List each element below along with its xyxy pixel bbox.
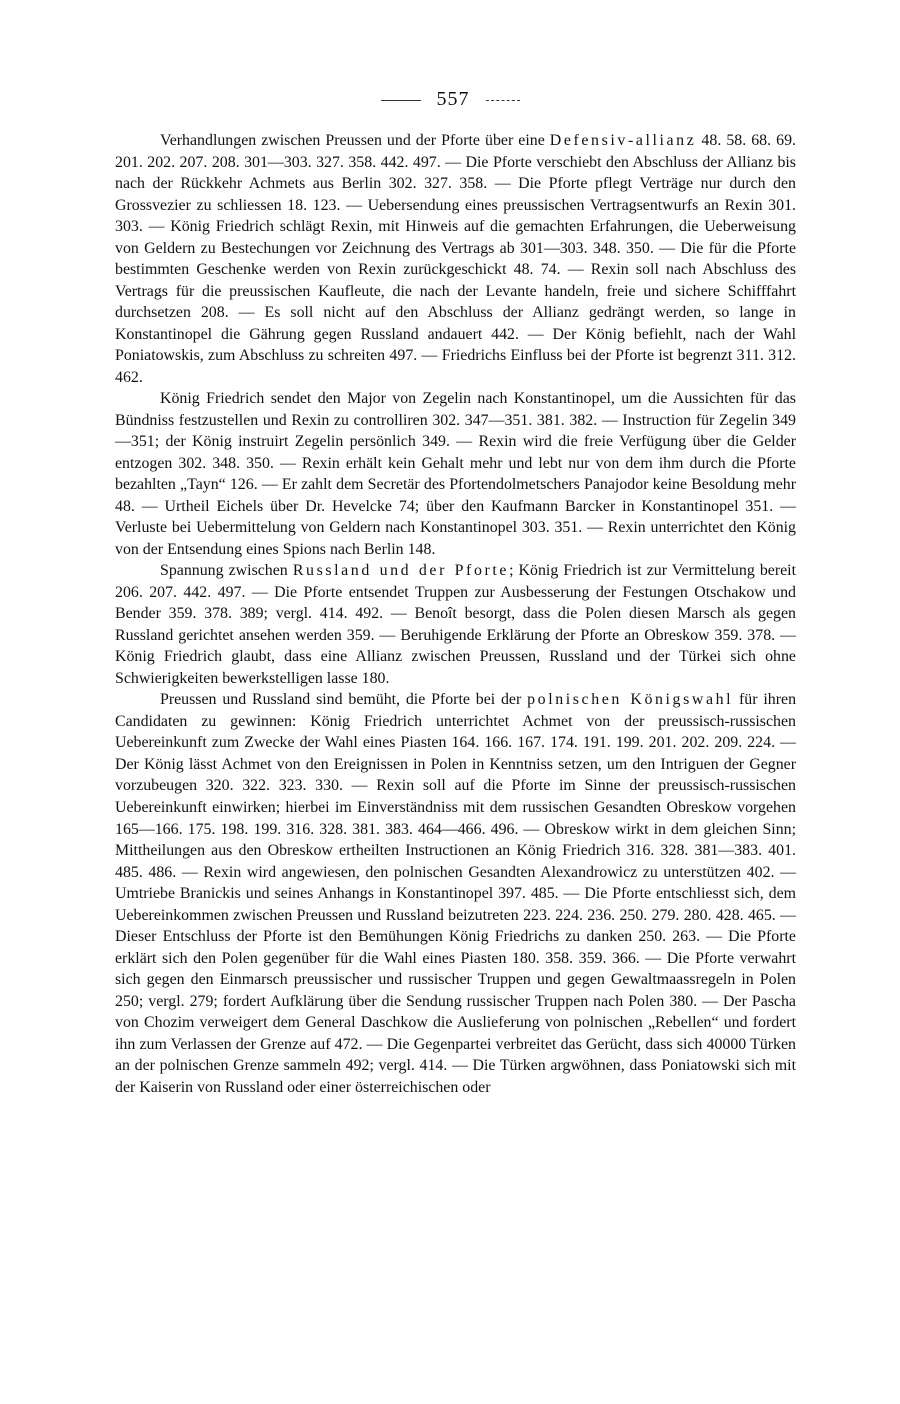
spaced-keyword: Russland und der Pforte	[292, 562, 510, 580]
spaced-keyword: polnischen Königswahl	[527, 691, 734, 709]
text-segment: für ihren Candidaten zu gewinnen: König Friedrich unterrichtet Achmet von der preussisch-russischen Uebereinkunft zum Zwecke der Wahl eines Piasten 164. 166. 167. 174. 191. 199. 201. 202. 209. 224. — Der König lässt Achmet von den Ereignissen in Polen in Kenntniss setzen, um den Intriguen der Gegner vorzubeugen 320. 322. 323. 330. — Rexin soll auf die Pforte im Sinne der preussisch-russischen Uebereinkunft einwirken; hierbei im Einverständniss mit dem russischen Gesandten Obreskow vorgehen 165—166. 175. 198. 199. 316. 328. 381. 383. 464—466. 496. — Obreskow wirkt in dem gleichen Sinn; Mittheilungen aus den Obreskow ertheilten Instructionen an König Friedrich 316. 328. 381—383. 401. 485. 486. — Rexin wird angewiesen, den polnischen Gesandten Alexandrowicz zu unterstützen 402. — Umtriebe Branickis und seines Anhangs in Konstantinopel 397. 485. — Die Pforte entschliesst sich, dem Uebereinkommen zwischen Preussen und Russland beizutreten 223. 224. 236. 250. 279. 280. 428. 465. — Dieser Entschluss der Pforte ist den Bemühungen König Friedrichs zu danken 250. 263. — Die Pforte erklärt sich den Polen gegenüber für die Wahl eines Piasten 180. 358. 359. 366. — Die Pforte verwahrt sich gegen den Einmarsch preussischer und russischer Truppen und gegen Gewaltmaassregeln in Polen 250; vergl. 279; fordert Aufklärung über die Sendung russischer Truppen nach Polen 380. — Der Pascha von Chozim verweigert dem General Daschkow die Auslieferung von polnischen „Rebellen“ und fordert ihn zum Verlassen der Grenze auf 472. — Die Gegenpartei verbreitet das Gerücht, dass sich 40000 Türken an der polnischen Grenze sammeln 492; vergl. 414. — Die Türken argwöhnen, dass Poniatowski sich mit der Kaiserin von Russland oder einer österreichischen oder	[115, 691, 797, 1096]
paragraph-koenigswahl	[115, 689, 796, 1098]
text-segment: Spannung zwischen	[160, 562, 293, 580]
header-dash-left	[381, 100, 421, 101]
paragraph-russland-pforte	[115, 560, 796, 689]
header-dash-right	[486, 100, 520, 101]
spaced-keyword: Defensiv-allianz	[549, 132, 697, 149]
text-segment: 48. 58. 68. 69. 201. 202. 207. 208. 301—303. 327. 358. 442. 497. — Die Pforte verschiebt den Abschluss der Allianz bis nach der Rückkehr Achmets aus Berlin 302. 327. 358. — Die Pforte pflegt Verträge nur durch den Grossvezier zu schliessen 18. 123. — Uebersendung eines preussischen Vertragsentwurfs an Rexin 301. 303. — König Friedrich schlägt Rexin, mit Hinweis auf die gemachten Erfahrungen, die Ueberweisung von Geldern zu Bestechungen vor Zeichnung des Vertrags ab 301—303. 348. 350. — Die für die Pforte bestimmten Geschenke werden von Rexin zurückgeschickt 48. 74. — Rexin soll nach Abschluss des Vertrags für die preussischen Kaufleute, die nach der Levante handeln, freie und sichere Schifffahrt durchsetzen 208. — Es soll nicht auf den Abschluss der Allianz gedrängt werden, so lange in Konstantinopel die Gährung gegen Russland andauert 442. — Der König befiehlt, nach der Wahl Poniatowskis, zum Abschluss zu schreiten 497. — Friedrichs Einfluss bei der Pforte ist begrenzt 311. 312. 462.	[115, 132, 796, 386]
page-header	[0, 88, 900, 111]
page-number: 557	[436, 88, 470, 110]
text-segment: König Friedrich sendet den Major von Zegelin nach Konstantinopel, um die Aussichten für das Bündniss festzustellen und Rexin zu controlliren 302. 347—351. 381. 382. — Instruction für Zegelin 349—351; der König instruirt Zegelin persönlich 349. — Rexin wird die freie Verfügung über die Gelder entzogen 302. 348. 350. — Rexin erhält kein Gehalt mehr und lebt nur von dem ihm durch die Pforte bezahlten „Tayn“ 126. — Er zahlt dem Secretär des Pfortendolmetschers Panajodor keine Besoldung mehr 48. — Urtheil Eichels über Dr. Hevelcke 74; über den Kaufmann Barcker in Konstantinopel 351. — Verluste bei Uebermittelung von Geldern nach Konstantinopel 303. 351. — Rexin unterrichtet den König von der Entsendung eines Spions nach Berlin 148.	[115, 390, 796, 558]
text-segment: ; König Friedrich ist zur Vermittelung bereit 206. 207. 442. 497. — Die Pforte entsendet Truppen zur Ausbesserung der Festungen Otschakow und Bender 359. 378. 389; vergl. 414. 492. — Benoît besorgt, dass die Polen diesen Marsch als gegen Russland gerichtet ansehen werden 359. — Beruhigende Erklärung der Pforte an Obreskow 359. 378. — König Friedrich glaubt, dass eine Allianz zwischen Preussen, Russland und der Türkei sich ohne Schwierigkeiten bewerkstelligen lasse 180.	[115, 562, 796, 687]
paragraph-zegelin	[115, 388, 796, 560]
index-text-body	[115, 130, 796, 1098]
paragraph-defensivallianz	[115, 130, 796, 388]
text-segment: Preussen und Russland sind bemüht, die Pforte bei der	[160, 691, 528, 709]
text-segment: Verhandlungen zwischen Preussen und der Pforte über eine	[160, 132, 550, 149]
